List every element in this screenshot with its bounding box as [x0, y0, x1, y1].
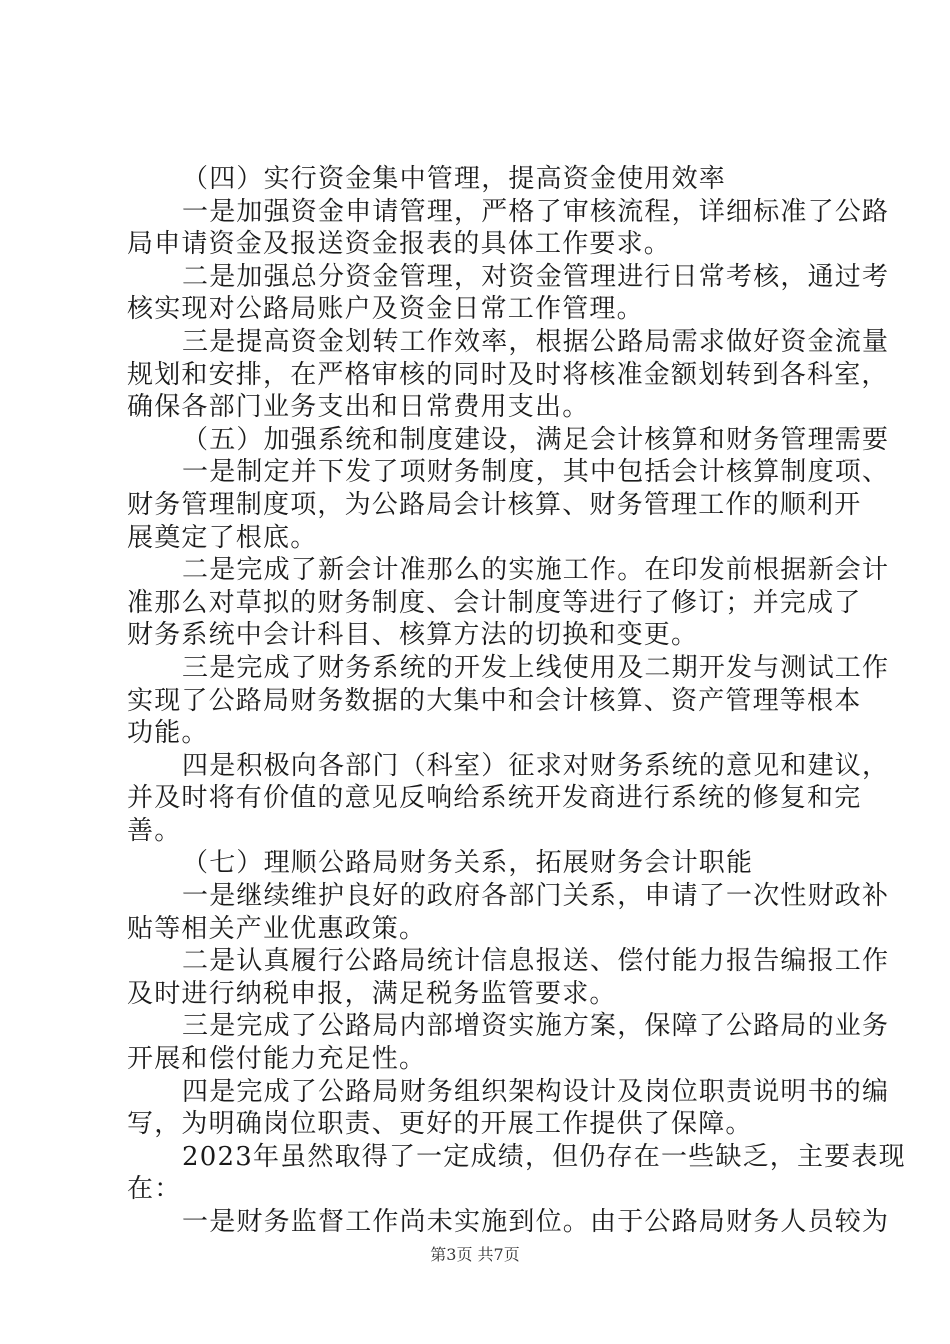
paragraph — [127, 880, 890, 945]
text-line: 写，为明确岗位职责、更好的开展工作提供了保障。 — [127, 1109, 753, 1140]
document-body — [127, 163, 906, 1239]
text-line: 确保各部门业务支出和日常费用支出。 — [127, 392, 590, 423]
paragraph — [127, 196, 890, 261]
text-line: 及时进行纳税申报，满足税务监管要求。 — [127, 978, 617, 1009]
text-line: 一是制定并下发了项财务制度，其中包括会计核算制度项、 — [182, 457, 890, 488]
text-line: 2023年虽然取得了一定成绩，但仍存在一些缺乏，主要表现 — [182, 1141, 906, 1172]
paragraph — [127, 163, 835, 196]
text-line: 财务管理制度项，为公路局会计核算、财务管理工作的顺利开 — [127, 489, 862, 520]
text-line: 一是财务监督工作尚未实施到位。由于公路局财务人员较为 — [182, 1207, 890, 1237]
text-line: 并及时将有价值的意见反响给系统开发商进行系统的修复和完 — [127, 783, 862, 814]
page-footer: 第3页 共7页 — [430, 1245, 520, 1264]
text-line: 一是继续维护良好的政府各部门关系，申请了一次性财政补 — [182, 881, 890, 912]
text-line: 规划和安排，在严格审核的同时及时将核准金额划转到各科室， — [127, 359, 889, 390]
text-line: 三是完成了财务系统的开发上线使用及二期开发与测试工作 — [182, 652, 890, 683]
text-line: 功能。 — [127, 718, 209, 749]
text-line: 二是加强总分资金管理，对资金管理进行日常考核，通过考 — [182, 261, 890, 292]
text-line: 展奠定了根底。 — [127, 522, 318, 553]
paragraph — [127, 456, 890, 554]
paragraph — [127, 1141, 906, 1206]
text-line: 四是完成了公路局财务组织架构设计及岗位职责说明书的编 — [182, 1076, 890, 1107]
text-line: 实现了公路局财务数据的大集中和会计核算、资产管理等根本 — [127, 685, 862, 716]
paragraph — [127, 326, 890, 424]
paragraph — [127, 945, 890, 1010]
paragraph — [127, 261, 890, 326]
text-line: 四是积极向各部门（科室）征求对财务系统的意见和建议， — [182, 750, 890, 781]
text-line: 二是完成了新会计准那么的实施工作。在印发前根据新会计 — [182, 555, 890, 586]
text-line: 一是加强资金申请管理，严格了审核流程，详细标准了公路 — [182, 196, 890, 227]
text-line: 准那么对草拟的财务制度、会计制度等进行了修订；并完成了 — [127, 587, 862, 618]
text-line: （七）理顺公路局财务关系，拓展财务会计职能 — [182, 848, 754, 879]
paragraph — [127, 652, 890, 750]
paragraph — [127, 750, 890, 848]
text-line: 贴等相关产业优惠政策。 — [127, 913, 427, 944]
text-line: 局申请资金及报送资金报表的具体工作要求。 — [127, 229, 672, 260]
paragraph — [127, 1010, 890, 1075]
paragraph — [127, 1206, 890, 1239]
paragraph — [127, 1076, 890, 1141]
paragraph — [127, 554, 890, 652]
text-line: （四）实行资金集中管理，提高资金使用效率 — [182, 164, 727, 194]
text-line: 财务系统中会计科目、核算方法的切换和变更。 — [127, 620, 699, 651]
paragraph — [127, 424, 890, 457]
text-line: 善。 — [127, 815, 182, 846]
text-line: 在： — [127, 1174, 182, 1205]
text-line: 核实现对公路局账户及资金日常工作管理。 — [127, 294, 644, 325]
text-line: （五）加强系统和制度建设，满足会计核算和财务管理需要 — [182, 424, 890, 455]
text-line: 开展和偿付能力充足性。 — [127, 1044, 427, 1075]
text-line: 三是提高资金划转工作效率，根据公路局需求做好资金流量 — [182, 326, 890, 357]
text-line: 三是完成了公路局内部增资实施方案，保障了公路局的业务 — [182, 1011, 890, 1042]
text-line: 二是认真履行公路局统计信息报送、偿付能力报告编报工作 — [182, 946, 890, 977]
paragraph — [127, 847, 835, 880]
